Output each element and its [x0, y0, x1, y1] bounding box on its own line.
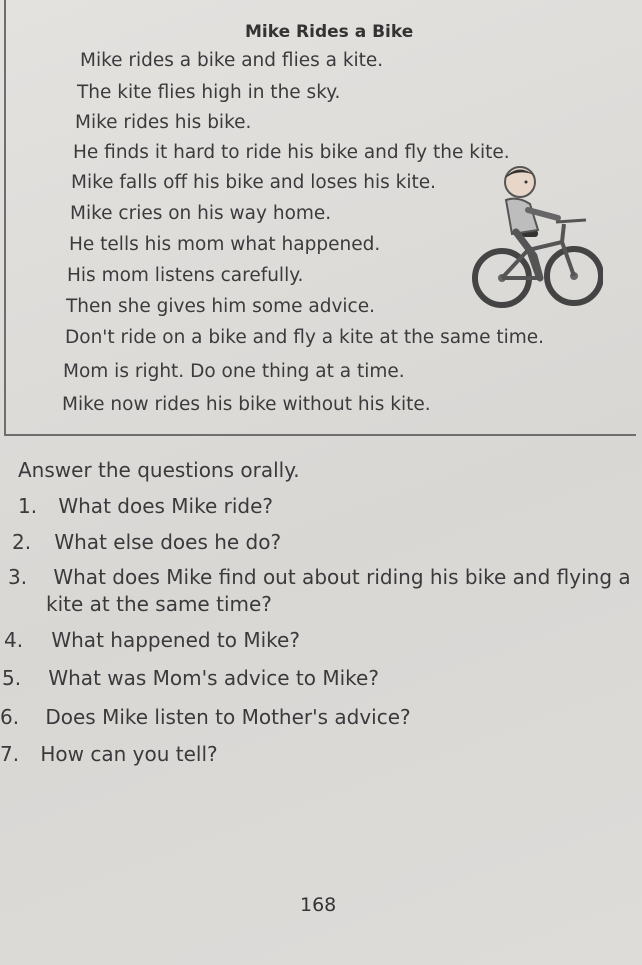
question-text: Does Mike listen to Mother's advice?: [45, 705, 411, 729]
question-text: What does Mike find out about riding his bike and flying a: [53, 565, 631, 589]
question-4: [4, 628, 300, 652]
story-line-10: Don't ride on a bike and fly a kite at the same time.: [65, 327, 545, 348]
question-1: [18, 494, 273, 518]
story-line-8: His mom listens carefully.: [67, 265, 304, 286]
question-number: 7.: [0, 742, 20, 766]
question-2: [12, 530, 281, 554]
question-5: [2, 666, 379, 690]
question-7: [0, 742, 218, 766]
question-text: What happened to Mike?: [51, 628, 300, 652]
story-line-12: Mike now rides his bike without his kite.: [62, 394, 431, 415]
story-line-9: Then she gives him some advice.: [66, 296, 375, 317]
question-6: [0, 705, 411, 729]
story-line-5: Mike falls off his bike and loses his kite.: [71, 172, 437, 193]
question-text: How can you tell?: [40, 742, 218, 766]
question-number: 3.: [8, 565, 28, 589]
story-line-1: Mike rides a bike and flies a kite.: [80, 50, 384, 71]
story-line-6: Mike cries on his way home.: [70, 203, 332, 224]
boy-on-bike-illustration: [468, 160, 603, 310]
story-line-4: He finds it hard to ride his bike and fly the kite.: [73, 142, 510, 163]
question-3: [8, 565, 631, 589]
question-text: What else does he do?: [54, 530, 282, 554]
story-line-7: He tells his mom what happened.: [69, 234, 381, 255]
questions-heading: Answer the questions orally.: [18, 458, 300, 482]
question-text: What was Mom's advice to Mike?: [48, 666, 379, 690]
question-number: 5.: [2, 666, 22, 690]
story-line-11: Mom is right. Do one thing at a time.: [63, 361, 405, 382]
question-number: 4.: [4, 628, 24, 652]
question-3-continuation: kite at the same time?: [46, 592, 272, 616]
story-title: Mike Rides a Bike: [245, 22, 414, 42]
page-number: 168: [300, 894, 337, 916]
question-number: 6.: [0, 705, 20, 729]
question-number: 1.: [18, 494, 38, 518]
question-text: What does Mike ride?: [58, 494, 274, 518]
story-line-2: The kite flies high in the sky.: [77, 82, 341, 103]
question-number: 2.: [12, 530, 32, 554]
story-line-3: Mike rides his bike.: [75, 112, 252, 133]
